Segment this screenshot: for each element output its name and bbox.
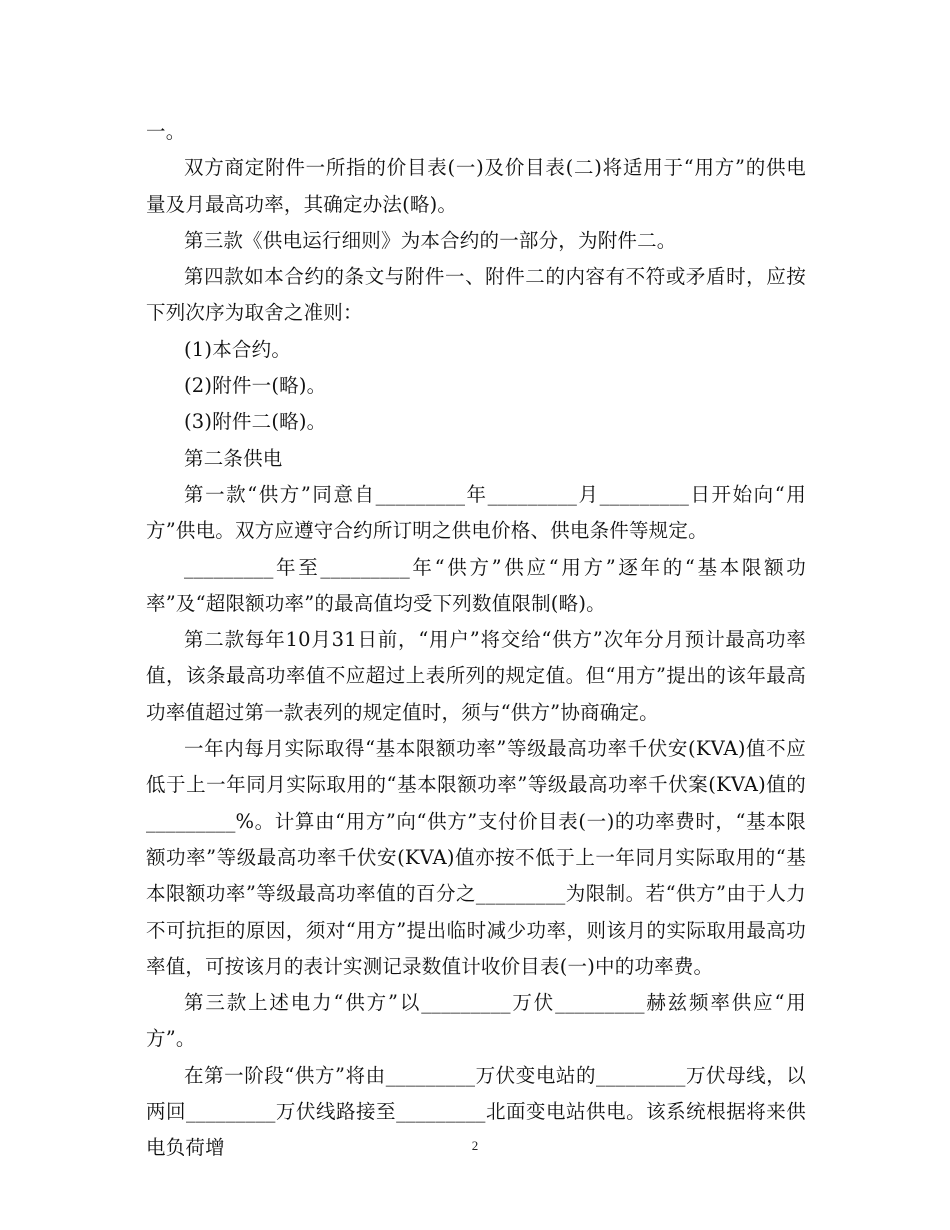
paragraph: (3)附件二(略)。	[184, 410, 327, 434]
paragraph: 在第一阶段“供方”将由_________万伏变电站的_________万伏母线，以两回_________万伏线路接至_________北面变电站供电。该系统根据将来供电负荷增	[146, 1063, 806, 1160]
paragraph: 双方商定附件一所指的价目表(一)及价目表(二)将适用于“用方”的供电量及月最高功率，其确定办法(略)。	[146, 156, 806, 216]
paragraph: 一。	[146, 120, 186, 143]
paragraph: 第一款“供方”同意自_________年_________月_________日开始向“用方”供电。双方应遵守合约所订明之供电价格、供电条件等规定。	[146, 482, 806, 543]
paragraph: 第四款如本合约的条文与附件一、附件二的内容有不符或矛盾时，应按下列次序为取舍之准则：	[146, 265, 806, 325]
paragraph: (2)附件一(略)。	[184, 374, 327, 398]
document-body	[146, 114, 806, 1167]
paragraph: 第三款《供电运行细则》为本合约的一部分，为附件二。	[184, 228, 677, 252]
paragraph: (1)本合约。	[184, 337, 292, 361]
paragraph: 第三款上述电力“供方”以_________万伏_________赫兹频率供应“用方”。	[146, 991, 806, 1051]
paragraph: 第二款每年10月31日前，“用户”将交给“供方”次年分月预计最高功率值，该条最高功率值不应超过上表所列的规定值。但“用方”提出的该年最高功率值超过第一款表列的规定值时，须与“供方”协商确定。	[146, 628, 806, 724]
paragraph: 一年内每月实际取得“基本限额功率”等级最高功率千伏安(KVA)值不应低于上一年同月实际取用的“基本限额功率”等级最高功率千伏案(KVA)值的_________%。计算由“用方”向“供方”支付价目表(一)的功率费时，“基本限额功率”等级最高功率千伏安(KVA)值亦按不低于上一年同月实际取用的“基本限额功率”等级最高功率值的百分之_________为限制。若“供方”由于人力不可抗拒的原因，须对“用方”提出临时减少功率，则该月的实际取用最高功率值，可按该月的表计实测记录数值计收价目表(一)中的功率费。	[146, 737, 806, 978]
section-heading: 第二条供电	[184, 446, 283, 470]
page-number: 2	[471, 1138, 479, 1153]
paragraph: _________年至_________年“供方”供应“用方”逐年的“基本限额功率”及“超限额功率”的最高值均受下列数值限制(略)。	[146, 555, 806, 615]
